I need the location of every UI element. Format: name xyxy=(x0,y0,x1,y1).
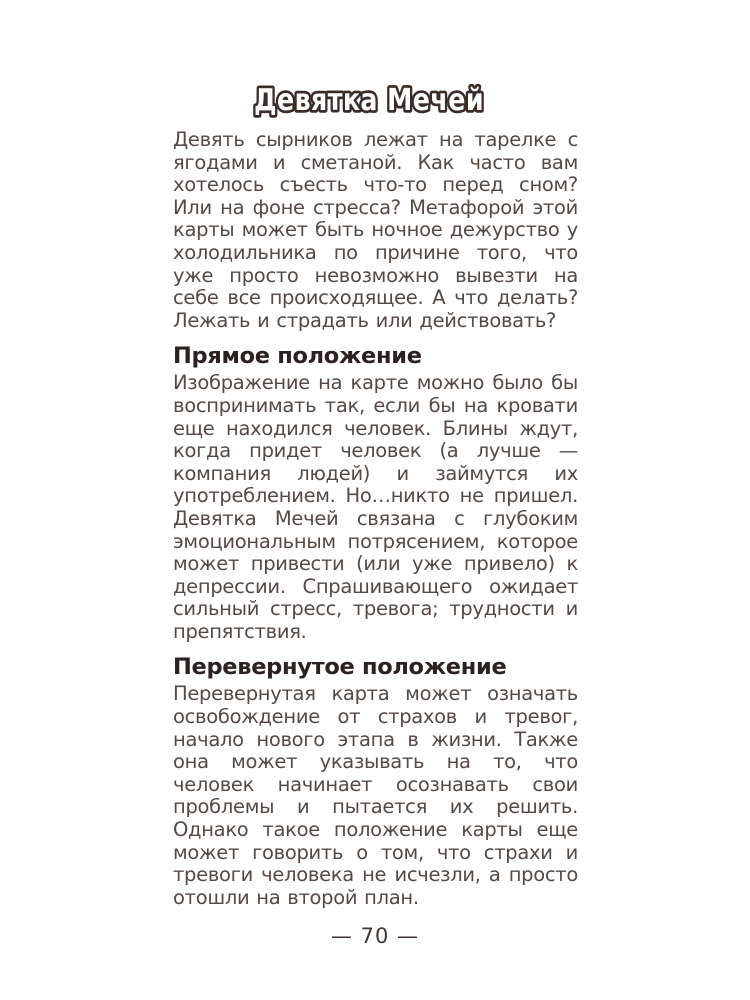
chapter-title-art xyxy=(173,76,578,122)
section-heading-reversed: Перевернутое положение xyxy=(173,654,507,681)
page-title: Девятка Мечей xyxy=(254,83,484,118)
chapter-title-wrap xyxy=(173,76,578,122)
section-reversed xyxy=(173,654,578,909)
section-upright xyxy=(173,343,578,643)
page-number: — 70 — xyxy=(330,924,420,948)
section-body-upright: Изображение на карте можно было бы воспринимать так, если бы на кровати еще находился человек. Блины ждут, когда придет человек (а лучше — компания людей) и займутся их употреблением. Но…никто не пришел. Девятка Мечей связана с глубоким эмоциональным потрясением, которое может привести (или уже привело) к депрессии. Спрашивающего ожидает сильный стресс, тревога; трудности и препятствия. xyxy=(173,371,578,643)
intro-paragraph: Девять сырников лежат на тарелке с ягодами и сметаной. Как часто вам хотелось съесть что-то перед сном? Или на фоне стресса? Метафорой этой карты может быть ночное дежурство у холодильника по причине того, что уже просто невозможно вывезти на себе все происходящее. А что делать? Лежать и страдать или действовать? xyxy=(173,128,578,332)
section-body-reversed: Перевернутая карта может означать освобождение от страхов и тревог, начало нового этапа в жизни. Также она может указывать на то, что человек начинает осознавать свои проблемы и пытается их решить. Однако такое положение карты еще может говорить о том, что страхи и тревоги человека не исчезли, а просто отошли на второй план. xyxy=(173,682,578,909)
text-column xyxy=(173,76,578,909)
section-heading-upright: Прямое положение xyxy=(173,343,422,370)
